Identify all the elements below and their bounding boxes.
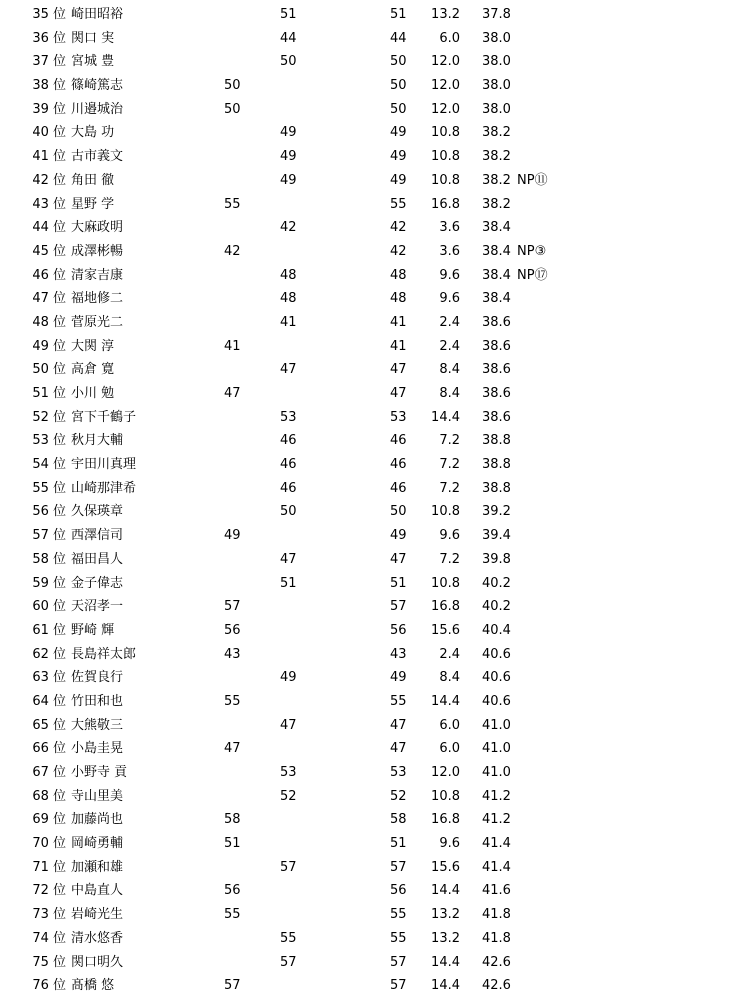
total-score-cell: 57 — [390, 859, 407, 875]
name-cell: 成澤彬暢 — [71, 243, 124, 259]
name-cell: 竹田和也 — [71, 693, 124, 709]
average-cell: 40.2 — [482, 599, 511, 615]
name-cell: 菅原光二 — [71, 314, 124, 330]
rank-cell: 58 位 — [32, 551, 66, 567]
points-cell: 10.8 — [431, 575, 460, 591]
name-cell: 西澤信司 — [71, 528, 124, 544]
name-cell: 清家吉康 — [71, 267, 124, 283]
points-cell: 14.4 — [431, 954, 460, 970]
points-cell: 12.0 — [431, 101, 460, 117]
rank-cell: 62 位 — [32, 646, 66, 662]
total-score-cell: 58 — [390, 812, 407, 828]
points-cell: 9.6 — [439, 291, 460, 307]
table-row — [0, 3, 756, 27]
total-score-cell: 57 — [390, 954, 407, 970]
points-cell: 9.6 — [439, 836, 460, 852]
table-row — [0, 879, 756, 903]
score-a-cell: 57 — [224, 599, 241, 615]
table-row — [0, 737, 756, 761]
average-cell: 38.2 — [482, 172, 511, 188]
total-score-cell: 50 — [390, 78, 407, 94]
name-cell: 大島 功 — [71, 125, 115, 141]
points-cell: 9.6 — [439, 528, 460, 544]
name-cell: 佐賀良行 — [71, 670, 124, 686]
average-cell: 40.4 — [482, 622, 511, 638]
rank-cell: 76 位 — [32, 978, 66, 994]
rank-cell: 39 位 — [32, 101, 66, 117]
rank-cell: 47 位 — [32, 291, 66, 307]
table-row — [0, 524, 756, 548]
total-score-cell: 48 — [390, 291, 407, 307]
score-b-cell: 51 — [280, 575, 297, 591]
points-cell: 10.8 — [431, 125, 460, 141]
average-cell: 38.0 — [482, 30, 511, 46]
points-cell: 8.4 — [439, 386, 460, 401]
points-cell: 3.6 — [439, 220, 460, 236]
score-a-cell: 49 — [224, 528, 241, 544]
rank-cell: 50 位 — [32, 362, 66, 378]
rank-cell: 40 位 — [32, 125, 66, 141]
score-b-cell: 46 — [280, 433, 297, 449]
table-row — [0, 311, 756, 335]
points-cell: 16.8 — [431, 599, 460, 615]
average-cell: 38.8 — [482, 480, 511, 496]
score-b-cell: 52 — [280, 788, 297, 804]
name-cell: 加藤尚也 — [71, 812, 124, 828]
points-cell: 14.4 — [431, 978, 460, 994]
score-b-cell: 49 — [280, 670, 297, 686]
name-cell: 中島直人 — [71, 883, 124, 899]
score-a-cell: 51 — [224, 836, 241, 852]
points-cell: 13.2 — [431, 930, 460, 946]
table-row — [0, 477, 756, 501]
table-row — [0, 382, 756, 406]
score-a-cell: 58 — [224, 812, 241, 828]
average-cell: 41.0 — [482, 741, 511, 757]
total-score-cell: 52 — [390, 788, 407, 804]
score-b-cell: 48 — [280, 291, 297, 307]
total-score-cell: 42 — [390, 220, 407, 236]
average-cell: 41.8 — [482, 930, 511, 946]
total-score-cell: 51 — [390, 836, 407, 852]
points-cell: 6.0 — [439, 30, 460, 46]
score-b-cell: 47 — [280, 717, 297, 733]
average-cell: 41.0 — [482, 717, 511, 733]
table-row — [0, 927, 756, 951]
rank-cell: 75 位 — [32, 954, 66, 970]
points-cell: 16.8 — [431, 196, 460, 212]
total-score-cell: 42 — [390, 243, 407, 259]
table-row — [0, 240, 756, 264]
average-cell: 38.4 — [482, 243, 511, 259]
rank-cell: 71 位 — [32, 859, 66, 875]
score-b-cell: 47 — [280, 362, 297, 378]
score-a-cell: 43 — [224, 646, 241, 662]
average-cell: 38.2 — [482, 125, 511, 141]
score-b-cell: 57 — [280, 859, 297, 875]
score-a-cell: 42 — [224, 243, 241, 259]
rank-cell: 44 位 — [32, 220, 66, 236]
average-cell: 38.6 — [482, 386, 511, 401]
name-cell: 金子偉志 — [71, 575, 124, 591]
name-cell: 高倉 寛 — [71, 362, 115, 378]
points-cell: 10.8 — [431, 788, 460, 804]
score-b-cell: 49 — [280, 172, 297, 188]
table-row — [0, 595, 756, 619]
table-row — [0, 429, 756, 453]
total-score-cell: 47 — [390, 717, 407, 733]
score-b-cell: 55 — [280, 930, 297, 946]
table-row — [0, 335, 756, 359]
note-cell: NP⑪ — [517, 172, 548, 188]
rank-cell: 52 位 — [32, 409, 66, 425]
points-cell: 10.8 — [431, 149, 460, 165]
score-b-cell: 49 — [280, 125, 297, 141]
table-row — [0, 27, 756, 51]
score-b-cell: 47 — [280, 551, 297, 567]
total-score-cell: 46 — [390, 433, 407, 449]
name-cell: 宇田川真理 — [71, 457, 137, 473]
table-row — [0, 74, 756, 98]
table-row — [0, 856, 756, 880]
total-score-cell: 41 — [390, 314, 407, 330]
rank-cell: 48 位 — [32, 314, 66, 330]
score-b-cell: 48 — [280, 267, 297, 283]
name-cell: 久保瑛章 — [71, 504, 124, 520]
total-score-cell: 50 — [390, 54, 407, 70]
total-score-cell: 49 — [390, 125, 407, 141]
rank-cell: 38 位 — [32, 78, 66, 94]
rank-cell: 54 位 — [32, 457, 66, 473]
name-cell: 関口 実 — [71, 30, 115, 46]
average-cell: 38.0 — [482, 54, 511, 70]
score-b-cell: 57 — [280, 954, 297, 970]
table-row — [0, 169, 756, 193]
average-cell: 41.8 — [482, 907, 511, 923]
note-cell: NP③ — [517, 243, 547, 259]
average-cell: 41.2 — [482, 812, 511, 828]
average-cell: 41.4 — [482, 859, 511, 875]
rank-cell: 46 位 — [32, 267, 66, 283]
average-cell: 38.6 — [482, 314, 511, 330]
score-b-cell: 46 — [280, 457, 297, 473]
name-cell: 岩崎光生 — [71, 907, 124, 923]
name-cell: 寺山里美 — [71, 788, 124, 804]
name-cell: 福田昌人 — [71, 551, 124, 567]
points-cell: 7.2 — [439, 457, 460, 473]
average-cell: 41.2 — [482, 788, 511, 804]
total-score-cell: 57 — [390, 599, 407, 615]
rank-cell: 60 位 — [32, 599, 66, 615]
points-cell: 6.0 — [439, 717, 460, 733]
average-cell: 39.4 — [482, 528, 511, 544]
name-cell: 星野 学 — [71, 196, 115, 212]
average-cell: 38.0 — [482, 101, 511, 117]
rank-cell: 74 位 — [32, 930, 66, 946]
points-cell: 3.6 — [439, 243, 460, 259]
rank-cell: 49 位 — [32, 338, 66, 354]
name-cell: 川邉城治 — [71, 101, 124, 117]
table-row — [0, 690, 756, 714]
table-row — [0, 808, 756, 832]
rank-cell: 57 位 — [32, 528, 66, 544]
score-a-cell: 47 — [224, 741, 241, 757]
score-b-cell: 50 — [280, 54, 297, 70]
table-row — [0, 264, 756, 288]
name-cell: 秋月大輔 — [71, 433, 124, 449]
average-cell: 38.4 — [482, 220, 511, 236]
score-a-cell: 50 — [224, 78, 241, 94]
table-row — [0, 832, 756, 856]
total-score-cell: 53 — [390, 409, 407, 425]
total-score-cell: 51 — [390, 575, 407, 591]
table-row — [0, 50, 756, 74]
average-cell: 38.4 — [482, 291, 511, 307]
average-cell: 40.6 — [482, 646, 511, 662]
total-score-cell: 43 — [390, 646, 407, 662]
table-row — [0, 193, 756, 217]
average-cell: 40.6 — [482, 670, 511, 686]
table-row — [0, 572, 756, 596]
name-cell: 大熊敬三 — [71, 717, 124, 733]
total-score-cell: 56 — [390, 622, 407, 638]
score-a-cell: 50 — [224, 101, 241, 117]
total-score-cell: 49 — [390, 149, 407, 165]
total-score-cell: 47 — [390, 362, 407, 378]
name-cell: 角田 徹 — [71, 172, 115, 188]
rank-cell: 43 位 — [32, 196, 66, 212]
points-cell: 7.2 — [439, 433, 460, 449]
average-cell: 39.2 — [482, 504, 511, 520]
points-cell: 12.0 — [431, 78, 460, 94]
name-cell: 大麻政明 — [71, 220, 124, 236]
rank-cell: 37 位 — [32, 54, 66, 70]
table-row — [0, 619, 756, 643]
average-cell: 40.2 — [482, 575, 511, 591]
total-score-cell: 56 — [390, 883, 407, 899]
table-row — [0, 714, 756, 738]
name-cell: 髙橋 悠 — [71, 978, 115, 994]
score-a-cell: 41 — [224, 338, 241, 354]
name-cell: 山崎那津希 — [71, 480, 137, 496]
table-row — [0, 216, 756, 240]
total-score-cell: 55 — [390, 907, 407, 923]
rank-cell: 41 位 — [32, 149, 66, 165]
score-b-cell: 51 — [280, 7, 297, 22]
table-row — [0, 98, 756, 122]
name-cell: 長島祥太郎 — [71, 646, 137, 662]
average-cell: 38.2 — [482, 196, 511, 212]
average-cell: 38.8 — [482, 433, 511, 449]
table-row — [0, 761, 756, 785]
points-cell: 6.0 — [439, 741, 460, 757]
score-b-cell: 44 — [280, 30, 297, 46]
score-a-cell: 56 — [224, 883, 241, 899]
table-row — [0, 358, 756, 382]
points-cell: 14.4 — [431, 693, 460, 709]
rank-cell: 45 位 — [32, 243, 66, 259]
name-cell: 崎田昭裕 — [71, 7, 124, 22]
name-cell: 宮城 豊 — [71, 54, 115, 70]
total-score-cell: 44 — [390, 30, 407, 46]
rank-cell: 51 位 — [32, 386, 66, 401]
average-cell: 42.6 — [482, 978, 511, 994]
table-row — [0, 500, 756, 524]
name-cell: 関口明久 — [71, 954, 124, 970]
points-cell: 8.4 — [439, 670, 460, 686]
rank-cell: 65 位 — [32, 717, 66, 733]
table-row — [0, 643, 756, 667]
name-cell: 小島圭晃 — [71, 741, 124, 757]
points-cell: 2.4 — [439, 646, 460, 662]
name-cell: 小野寺 貢 — [71, 765, 128, 780]
score-a-cell: 55 — [224, 907, 241, 923]
score-b-cell: 46 — [280, 480, 297, 496]
points-cell: 12.0 — [431, 54, 460, 70]
total-score-cell: 50 — [390, 504, 407, 520]
total-score-cell: 55 — [390, 693, 407, 709]
points-cell: 12.0 — [431, 765, 460, 780]
total-score-cell: 49 — [390, 670, 407, 686]
average-cell: 40.6 — [482, 693, 511, 709]
score-b-cell: 53 — [280, 409, 297, 425]
table-row — [0, 666, 756, 690]
score-a-cell: 55 — [224, 693, 241, 709]
average-cell: 38.2 — [482, 149, 511, 165]
rank-cell: 63 位 — [32, 670, 66, 686]
rank-cell: 72 位 — [32, 883, 66, 899]
table-row — [0, 974, 756, 998]
points-cell: 9.6 — [439, 267, 460, 283]
total-score-cell: 57 — [390, 978, 407, 994]
points-cell: 8.4 — [439, 362, 460, 378]
average-cell: 38.8 — [482, 457, 511, 473]
score-b-cell: 49 — [280, 149, 297, 165]
name-cell: 宮下千鶴子 — [71, 409, 137, 425]
rank-cell: 59 位 — [32, 575, 66, 591]
average-cell: 38.6 — [482, 362, 511, 378]
score-a-cell: 57 — [224, 978, 241, 994]
average-cell: 39.8 — [482, 551, 511, 567]
table-row — [0, 548, 756, 572]
name-cell: 野崎 輝 — [71, 622, 115, 638]
table-row — [0, 121, 756, 145]
rank-cell: 53 位 — [32, 433, 66, 449]
rank-cell: 55 位 — [32, 480, 66, 496]
points-cell: 13.2 — [431, 907, 460, 923]
total-score-cell: 47 — [390, 741, 407, 757]
table-row — [0, 951, 756, 975]
total-score-cell: 47 — [390, 386, 407, 401]
table-row — [0, 785, 756, 809]
rank-cell: 67 位 — [32, 765, 66, 780]
points-cell: 13.2 — [431, 7, 460, 22]
table-row — [0, 406, 756, 430]
rank-cell: 35 位 — [32, 7, 66, 22]
average-cell: 41.0 — [482, 765, 511, 780]
name-cell: 小川 勉 — [71, 386, 115, 401]
total-score-cell: 55 — [390, 930, 407, 946]
points-cell: 2.4 — [439, 338, 460, 354]
average-cell: 37.8 — [482, 7, 511, 22]
total-score-cell: 49 — [390, 528, 407, 544]
points-cell: 7.2 — [439, 551, 460, 567]
total-score-cell: 51 — [390, 7, 407, 22]
name-cell: 天沼孝一 — [71, 599, 124, 615]
rank-cell: 66 位 — [32, 741, 66, 757]
ranking-table — [0, 3, 756, 998]
total-score-cell: 50 — [390, 101, 407, 117]
name-cell: 清水悠香 — [71, 930, 124, 946]
score-b-cell: 53 — [280, 765, 297, 780]
note-cell: NP⑰ — [517, 267, 548, 283]
average-cell: 42.6 — [482, 954, 511, 970]
average-cell: 41.4 — [482, 836, 511, 852]
points-cell: 2.4 — [439, 314, 460, 330]
rank-cell: 70 位 — [32, 836, 66, 852]
table-row — [0, 287, 756, 311]
name-cell: 大関 淳 — [71, 338, 115, 354]
rank-cell: 69 位 — [32, 812, 66, 828]
name-cell: 福地修二 — [71, 291, 124, 307]
score-a-cell: 56 — [224, 622, 241, 638]
rank-cell: 64 位 — [32, 693, 66, 709]
rank-cell: 42 位 — [32, 172, 66, 188]
name-cell: 篠崎篤志 — [71, 78, 124, 94]
total-score-cell: 47 — [390, 551, 407, 567]
points-cell: 10.8 — [431, 504, 460, 520]
points-cell: 15.6 — [431, 859, 460, 875]
rank-cell: 56 位 — [32, 504, 66, 520]
points-cell: 16.8 — [431, 812, 460, 828]
score-b-cell: 50 — [280, 504, 297, 520]
points-cell: 14.4 — [431, 409, 460, 425]
total-score-cell: 41 — [390, 338, 407, 354]
total-score-cell: 49 — [390, 172, 407, 188]
score-a-cell: 47 — [224, 386, 241, 401]
table-row — [0, 903, 756, 927]
total-score-cell: 46 — [390, 480, 407, 496]
points-cell: 7.2 — [439, 480, 460, 496]
total-score-cell: 46 — [390, 457, 407, 473]
rank-cell: 61 位 — [32, 622, 66, 638]
score-a-cell: 55 — [224, 196, 241, 212]
name-cell: 加瀬和雄 — [71, 859, 124, 875]
points-cell: 14.4 — [431, 883, 460, 899]
points-cell: 10.8 — [431, 172, 460, 188]
average-cell: 38.6 — [482, 409, 511, 425]
total-score-cell: 53 — [390, 765, 407, 780]
rank-cell: 68 位 — [32, 788, 66, 804]
average-cell: 38.0 — [482, 78, 511, 94]
total-score-cell: 55 — [390, 196, 407, 212]
table-row — [0, 453, 756, 477]
average-cell: 38.4 — [482, 267, 511, 283]
name-cell: 古市義文 — [71, 149, 124, 165]
name-cell: 岡崎勇輔 — [71, 836, 124, 852]
points-cell: 15.6 — [431, 622, 460, 638]
average-cell: 41.6 — [482, 883, 511, 899]
score-b-cell: 42 — [280, 220, 297, 236]
table-row — [0, 145, 756, 169]
score-b-cell: 41 — [280, 314, 297, 330]
total-score-cell: 48 — [390, 267, 407, 283]
rank-cell: 36 位 — [32, 30, 66, 46]
average-cell: 38.6 — [482, 338, 511, 354]
rank-cell: 73 位 — [32, 907, 66, 923]
